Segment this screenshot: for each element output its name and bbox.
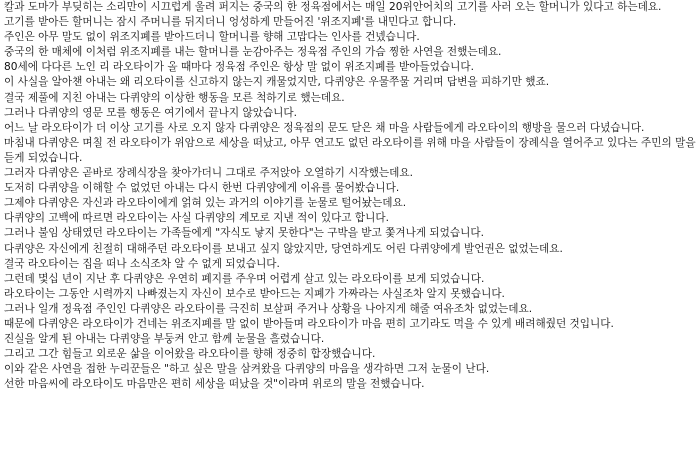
paragraph-4: 중국의 한 매체에 이처럼 위조지폐를 내는 할머니를 눈감아주는 정육점 주인의 가슴 찡한 사연을 전했는데요. bbox=[4, 46, 502, 59]
paragraph-2: 고기를 받아든 할머니는 잠시 주머니를 뒤지더니 엉성하게 만들어진 '위조지폐'를 내민다고 합니다. bbox=[4, 16, 457, 29]
paragraph-15: 그러나 불임 상태였던 라오타이는 가족들에게 "자식도 낳지 못한다"는 구박을 받고 쫓겨나게 되었습니다. bbox=[4, 227, 484, 240]
paragraph-24: 이와 같은 사연을 접한 누리꾼들은 "하고 싶은 말을 삼켜왔을 다퀴양의 마음을 생각하면 그저 눈물이 난다. bbox=[4, 363, 490, 376]
paragraph-6: 이 사실을 알아챈 아내는 왜 리오타이를 신고하지 않는지 캐물었지만, 다퀴양은 우물쭈물 거리며 답변을 피하기만 했죠. bbox=[4, 76, 550, 89]
paragraph-10: 마침내 다퀴양은 며칠 전 라오타이가 위암으로 세상을 떠났고, 아무 연고도 없던 라오타이를 위해 마을 사람들이 장례식을 열어주고 있다는 주민의 말을 듣게 되었습니다. bbox=[4, 136, 696, 164]
paragraph-5: 80세에 다다른 노인 리 라오타이가 올 때마다 정육점 주인은 항상 말 없이 위조지폐를 받아들었습니다. bbox=[4, 61, 474, 74]
paragraph-7: 결국 제풀에 지친 아내는 다퀴양의 이상한 행동을 모른 척하기로 했는데요. bbox=[4, 91, 345, 104]
paragraph-20: 그러나 일개 정육점 주인인 다퀴양은 라오타이를 극진히 보살펴 주거나 상황을 나아지게 해줄 여유조차 없었는데요. bbox=[4, 302, 533, 315]
paragraph-25: 선한 마음씨에 라오타이도 마음만은 편히 세상을 떠났을 것"이라며 위로의 말을 전했습니다. bbox=[4, 378, 425, 391]
paragraph-11: 그러자 다퀴양은 곧바로 장례식장을 찾아가더니 그대로 주저앉아 오열하기 시작했는데요. bbox=[4, 167, 413, 180]
paragraph-1: 칼과 도마가 부딪히는 소리만이 시끄럽게 울려 퍼지는 중국의 한 정육점에서는 매일 20위안어치의 고기를 사러 오는 할머니가 있다고 하는데요. bbox=[4, 1, 662, 13]
paragraph-23: 그리고 그간 힘들고 외로운 삶을 이어왔을 라오타이를 향해 정중히 합장했습니다. bbox=[4, 348, 376, 361]
paragraph-13: 그제야 다퀴양은 자신과 라오타이에게 얽혀 있는 과거의 이야기를 눈물로 털어놨는데요. bbox=[4, 197, 407, 210]
paragraph-16: 다퀴양은 자신에게 친절히 대해주던 라오타이를 보내고 싶지 않았지만, 당연하게도 어린 다퀴양에게 발언권은 없었는데요. bbox=[4, 242, 563, 255]
paragraph-8: 그러나 다퀴양의 영문 모를 행동은 여기에서 끝나지 않았습니다. bbox=[4, 106, 298, 119]
paragraph-17: 결국 라오타이는 집을 떠나 소식조차 알 수 없게 되었습니다. bbox=[4, 257, 280, 270]
paragraph-22: 진실을 알게 된 아내는 다퀴양을 부둥켜 안고 함께 눈물을 흘렸습니다. bbox=[4, 333, 325, 346]
paragraph-12: 도저히 다퀴양을 이해할 수 없었던 아내는 다시 한번 다퀴양에게 이유를 물어봤습니다. bbox=[4, 182, 400, 195]
paragraph-19: 라오타이는 그동안 시력까지 나빠졌는지 자신이 보수로 받아드는 지폐가 가짜라는 사실조차 알지 못했습니다. bbox=[4, 287, 505, 300]
paragraph-21: 때문에 다퀴양은 라오타이가 건네는 위조지폐를 말 없이 받아들며 라오타이가 마음 편히 고기라도 먹을 수 있게 배려해줬던 것입니다. bbox=[4, 317, 614, 330]
paragraph-3: 주인은 아무 말도 없이 위조지폐를 받아드더니 할머니를 향해 고맙다는 인사를 건넸습니다. bbox=[4, 31, 420, 44]
paragraph-18: 그런데 몇십 년이 지난 후 다퀴양은 우연히 폐지를 주우며 어렵게 살고 있는 라오타이를 보게 되었습니다. bbox=[4, 272, 485, 285]
paragraph-14: 다퀴양의 고백에 따르면 라오타이는 사실 다퀴양의 계모로 지낸 적이 있다고 합니다. bbox=[4, 212, 389, 225]
paragraph-9: 어느 날 라오타이가 더 이상 고기를 사로 오지 않자 다퀴양은 정육점의 문도 닫은 채 마을 사람들에게 라오타이의 행방을 물으러 다녔습니다. bbox=[4, 121, 645, 134]
